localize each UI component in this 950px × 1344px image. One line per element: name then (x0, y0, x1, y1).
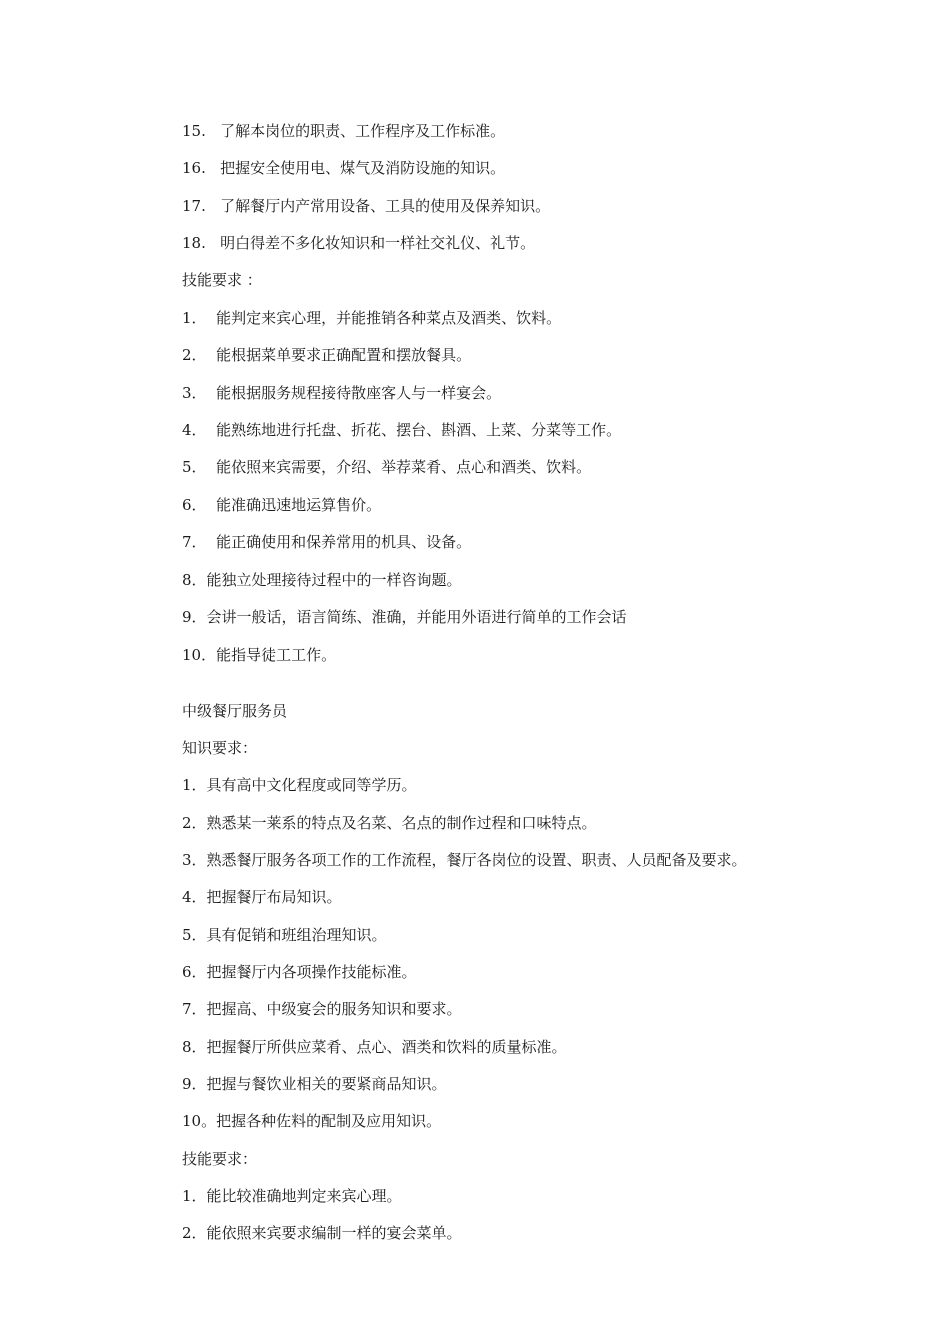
skill-item-9: 9．会讲一般话，语言简练、淮确，并能用外语进行简单的工作会话 (182, 608, 627, 626)
skill-item-4: 4． 能熟练地进行托盘、折花、摆台、斟酒、上菜、分菜等工作。 (182, 421, 622, 439)
knowledge-item-1: 1．具有高中文化程度或同等学历。 (182, 776, 417, 794)
skill-item-1b: 1．能比较准确地判定来宾心理。 (182, 1187, 402, 1205)
knowledge-item-3: 3．熟悉餐厅服务各项工作的工作流程，餐厅各岗位的设置、职责、人员配备及要求。 (182, 851, 747, 869)
skills-heading-2: 技能要求： (182, 1150, 258, 1168)
knowledge-item-2: 2．熟悉某一莱系的特点及名菜、名点的制作过程和口味特点。 (182, 814, 597, 832)
skills-heading: 技能要求 ： (182, 271, 262, 289)
knowledge-item-17: 17. 了解餐厅内产常用设备、工具的使用及保养知识。 (182, 197, 551, 215)
knowledge-item-16: 16. 把握安全使用电、煤气及消防设施的知识。 (182, 159, 506, 177)
knowledge-item-15: 15. 了解本岗位的职责、工作程序及工作标准。 (182, 122, 506, 140)
knowledge-item-7: 7．把握高、中级宴会的服务知识和要求。 (182, 1000, 462, 1018)
skill-item-10: 10．能指导徒工工作。 (182, 646, 337, 664)
skill-item-2: 2． 能根据菜单要求正确配置和摆放餐具。 (182, 346, 472, 364)
knowledge-item-4: 4．把握餐厅布局知识。 (182, 888, 342, 906)
skill-item-3: 3． 能根据服务规程接待散座客人与一样宴会。 (182, 384, 502, 402)
knowledge-heading: 知识要求： (182, 739, 258, 757)
knowledge-item-9: 9．把握与餐饮业相关的要紧商品知识。 (182, 1075, 447, 1093)
knowledge-item-10: 10。把握各种佐料的配制及应用知识。 (182, 1112, 442, 1130)
knowledge-item-5: 5．具有促销和班组治理知识。 (182, 926, 387, 944)
section-title: 中级餐厅服务员 (182, 702, 288, 720)
skill-item-7: 7． 能正确使用和保养常用的机具、设备。 (182, 533, 472, 551)
skill-item-6: 6． 能准确迅速地运算售价。 (182, 496, 382, 514)
skill-item-1: 1． 能判定来宾心理，并能推销各种菜点及酒类、饮料。 (182, 309, 562, 327)
skill-item-8: 8．能独立处理接待过程中的一样咨询题。 (182, 571, 462, 589)
skill-item-5: 5． 能依照来宾需要，介绍、举荐菜肴、点心和酒类、饮料。 (182, 458, 592, 476)
knowledge-item-8: 8．把握餐厅所供应菜肴、点心、酒类和饮料的质量标准。 (182, 1038, 567, 1056)
knowledge-item-6: 6．把握餐厅内各项操作技能标准。 (182, 963, 417, 981)
knowledge-item-18: 18. 明白得差不多化妆知识和一样社交礼仪、礼节。 (182, 234, 536, 252)
skill-item-2b: 2．能依照来宾要求编制一样的宴会菜单。 (182, 1224, 462, 1242)
